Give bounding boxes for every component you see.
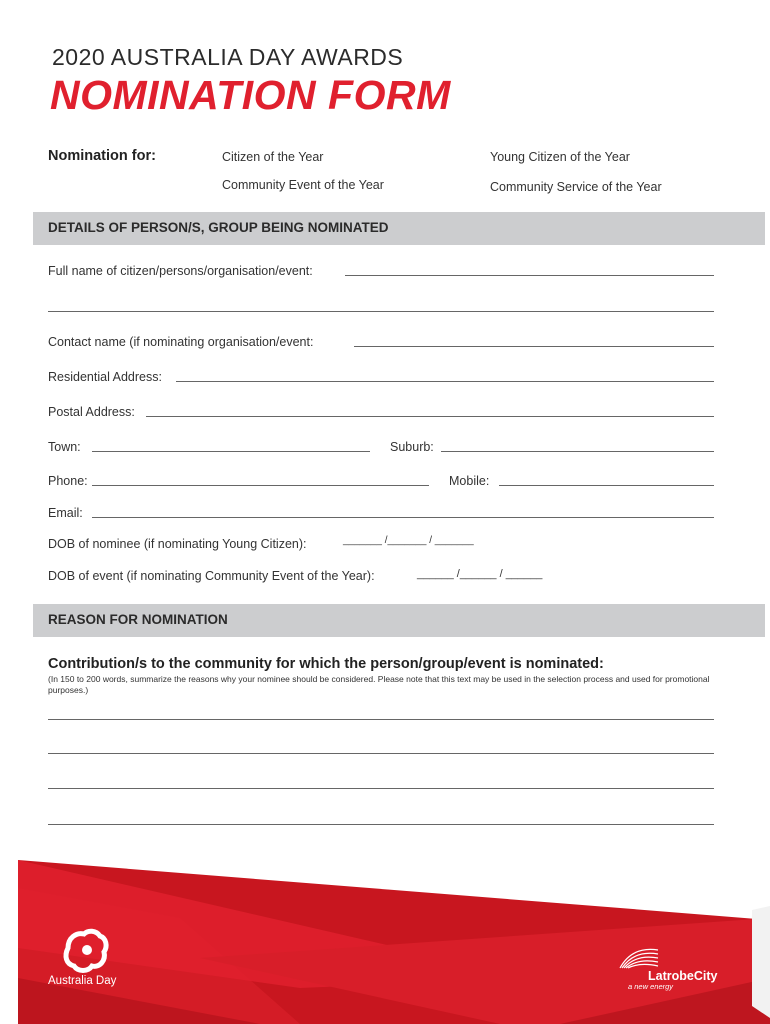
option-young-citizen-of-the-year[interactable]: Young Citizen of the Year xyxy=(490,150,630,164)
australia-day-logo-icon xyxy=(62,928,110,974)
option-community-event-of-the-year[interactable]: Community Event of the Year xyxy=(222,178,384,192)
contribution-line-4[interactable] xyxy=(48,824,714,825)
details-section-title: DETAILS OF PERSON/S, GROUP BEING NOMINATED xyxy=(48,220,389,235)
australia-day-logo-text: Australia Day xyxy=(48,975,117,987)
postal-address-field[interactable] xyxy=(146,416,714,417)
nomination-for-label: Nomination for: xyxy=(48,148,156,164)
dob-nominee-field[interactable]: _______ /_______ / _______ xyxy=(343,535,474,546)
phone-field[interactable] xyxy=(92,485,429,486)
contribution-line-2[interactable] xyxy=(48,753,714,754)
contribution-heading: Contribution/s to the community for which the person/group/event is nominated: xyxy=(48,656,604,672)
details-section-header xyxy=(33,212,765,245)
town-field[interactable] xyxy=(92,451,370,452)
mobile-field[interactable] xyxy=(499,485,714,486)
phone-label: Phone: xyxy=(48,474,88,488)
mobile-label: Mobile: xyxy=(449,474,490,488)
full-name-field[interactable] xyxy=(345,275,714,276)
form-subtitle: 2020 AUSTRALIA DAY AWARDS xyxy=(52,44,404,70)
form-title: NOMINATION FORM xyxy=(50,72,451,118)
residential-address-field[interactable] xyxy=(176,381,714,382)
town-label: Town: xyxy=(48,440,81,454)
postal-address-label: Postal Address: xyxy=(48,405,135,419)
option-community-service-of-the-year[interactable]: Community Service of the Year xyxy=(490,180,662,194)
footer-red-banner xyxy=(0,858,770,1024)
reason-section-header xyxy=(33,604,765,637)
suburb-label: Suburb: xyxy=(390,440,434,454)
residential-address-label: Residential Address: xyxy=(48,370,162,384)
reason-section-title: REASON FOR NOMINATION xyxy=(48,612,228,627)
contact-name-label: Contact name (if nominating organisation/event: xyxy=(48,335,314,349)
latrobe-city-logo-text: LatrobeCity xyxy=(648,969,718,983)
contact-name-field[interactable] xyxy=(354,346,714,347)
email-label: Email: xyxy=(48,506,83,520)
contribution-note: (In 150 to 200 words, summarize the reasons why your nominee should be considered. Please note that this text may be used in the selection process and used for promotional purposes.) xyxy=(48,674,710,695)
email-field[interactable] xyxy=(92,517,714,518)
full-name-field-line-2[interactable] xyxy=(48,311,714,312)
dob-event-field[interactable]: ______ /______ / ______ xyxy=(417,568,543,580)
option-citizen-of-the-year[interactable]: Citizen of the Year xyxy=(222,150,324,164)
full-name-label: Full name of citizen/persons/organisation/event: xyxy=(48,264,313,278)
contribution-line-3[interactable] xyxy=(48,788,714,789)
contribution-line-1[interactable] xyxy=(48,719,714,720)
latrobe-city-tagline: a new energy xyxy=(628,982,674,991)
suburb-field[interactable] xyxy=(441,451,714,452)
dob-event-label: DOB of event (if nominating Community Event of the Year): xyxy=(48,569,375,583)
dob-nominee-label: DOB of nominee (if nominating Young Citizen): xyxy=(48,537,307,551)
